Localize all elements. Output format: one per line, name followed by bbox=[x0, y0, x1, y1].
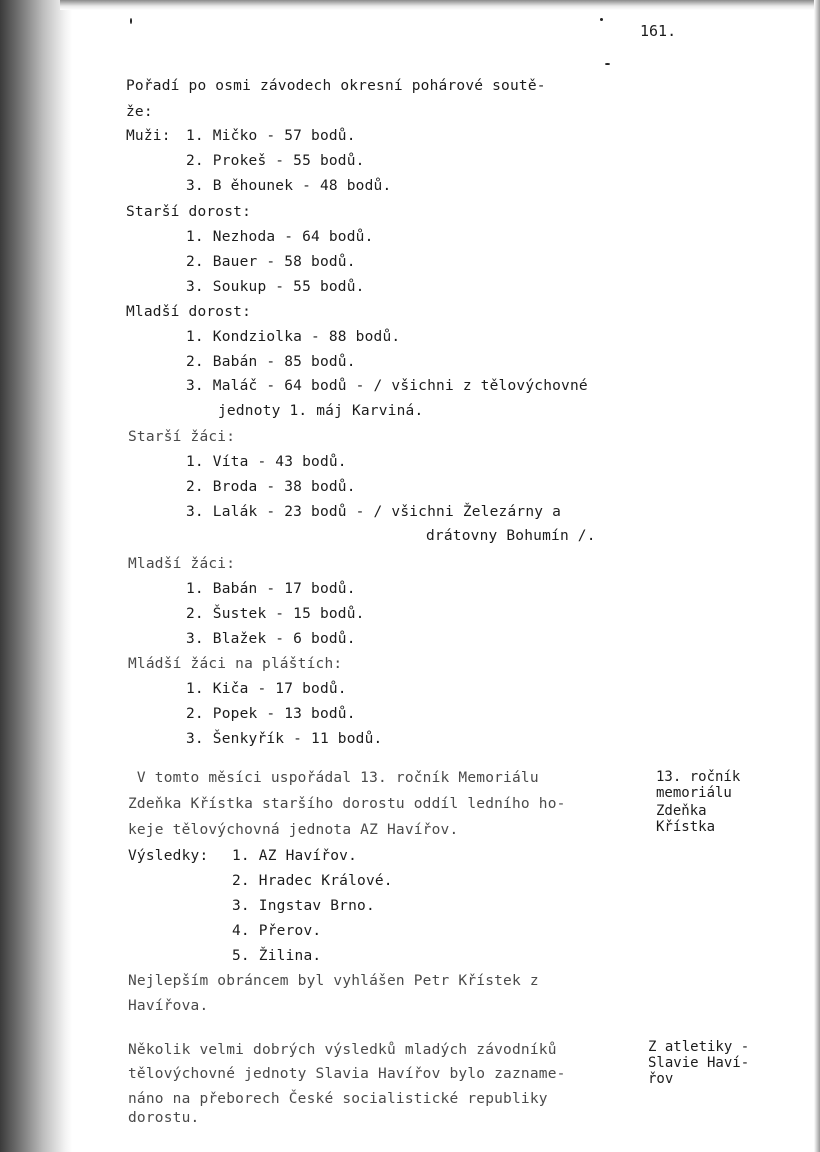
results-label: Výsledky: bbox=[128, 848, 209, 864]
athletics-margin-note-3: řov bbox=[648, 1071, 674, 1087]
younger-juniors-note: jednoty 1. máj Karviná. bbox=[218, 403, 424, 419]
results-item-4: 4. Přerov. bbox=[232, 923, 322, 939]
younger-pupils-skates-result-2: 2. Popek - 13 bodů. bbox=[186, 706, 356, 722]
scan-speck bbox=[605, 63, 610, 65]
page-shadow-edge bbox=[0, 0, 72, 1152]
younger-pupils-label: Mladší žáci: bbox=[128, 556, 236, 572]
younger-pupils-result-1: 1. Babán - 17 bodů. bbox=[186, 581, 356, 597]
older-pupils-note: drátovny Bohumín /. bbox=[426, 528, 596, 544]
younger-juniors-label: Mladší dorost: bbox=[126, 304, 252, 320]
younger-pupils-result-2: 2. Šustek - 15 bodů. bbox=[186, 606, 365, 622]
younger-pupils-skates-result-3: 3. Šenkyřík - 11 bodů. bbox=[186, 731, 383, 747]
younger-pupils-result-3: 3. Blažek - 6 bodů. bbox=[186, 631, 356, 647]
older-juniors-result-3: 3. Soukup - 55 bodů. bbox=[186, 279, 365, 295]
standings-heading: Pořadí po osmi závodech okresní pohárové soutě- bbox=[126, 78, 546, 94]
younger-juniors-result-3: 3. Maláč - 64 bodů - / všichni z tělovýchovné bbox=[186, 378, 588, 394]
memorial-margin-note-4: Křístka bbox=[656, 819, 716, 835]
results-item-3: 3. Ingstav Brno. bbox=[232, 898, 375, 914]
scan-speck bbox=[600, 18, 603, 21]
scan-speck bbox=[130, 18, 132, 24]
athletics-paragraph-line-3: náno na přeborech České socialistické republiky bbox=[128, 1091, 548, 1107]
men-label: Muži: bbox=[126, 128, 171, 144]
memorial-paragraph-line-3: keje tělovýchovná jednota AZ Havířov. bbox=[128, 822, 459, 838]
best-defender-line-2: Havířova. bbox=[128, 998, 209, 1014]
older-pupils-result-1: 1. Víta - 43 bodů. bbox=[186, 454, 347, 470]
results-item-2: 2. Hradec Králové. bbox=[232, 873, 393, 889]
standings-heading-cont: že: bbox=[126, 104, 153, 120]
results-item-1: 1. AZ Havířov. bbox=[232, 848, 358, 864]
older-pupils-label: Starší žáci: bbox=[128, 429, 236, 445]
older-juniors-result-1: 1. Nezhoda - 64 bodů. bbox=[186, 229, 374, 245]
memorial-margin-note-2: memoriálu bbox=[656, 785, 732, 801]
younger-pupils-skates-label: Mládší žáci na pláštích: bbox=[128, 656, 343, 672]
page-number: 161. bbox=[640, 22, 677, 40]
page-top-edge bbox=[60, 0, 820, 10]
men-result-2: 2. Prokeš - 55 bodů. bbox=[186, 153, 365, 169]
athletics-margin-note-1: Z atletiky - bbox=[648, 1039, 750, 1055]
older-pupils-result-2: 2. Broda - 38 bodů. bbox=[186, 479, 356, 495]
younger-pupils-skates-result-1: 1. Kiča - 17 bodů. bbox=[186, 681, 347, 697]
best-defender-line-1: Nejlepším obráncem byl vyhlášen Petr Křístek z bbox=[128, 973, 539, 989]
older-juniors-result-2: 2. Bauer - 58 bodů. bbox=[186, 254, 356, 270]
men-result-3: 3. B ěhounek - 48 bodů. bbox=[186, 178, 392, 194]
memorial-margin-note-3: Zdeňka bbox=[656, 803, 707, 819]
results-item-5: 5. Žilina. bbox=[232, 948, 322, 964]
younger-juniors-result-2: 2. Babán - 85 bodů. bbox=[186, 354, 356, 370]
athletics-paragraph-line-1: Několik velmi dobrých výsledků mladých závodníků bbox=[128, 1042, 557, 1058]
younger-juniors-result-1: 1. Kondziolka - 88 bodů. bbox=[186, 329, 401, 345]
athletics-paragraph-line-4: dorostu. bbox=[128, 1110, 200, 1126]
older-juniors-label: Starší dorost: bbox=[126, 204, 252, 220]
athletics-paragraph-line-2: tělovýchovné jednoty Slavia Havířov bylo zazname- bbox=[128, 1066, 566, 1082]
athletics-margin-note-2: Slavie Haví- bbox=[648, 1055, 750, 1071]
men-result-1: 1. Mičko - 57 bodů. bbox=[186, 128, 356, 144]
memorial-margin-note-1: 13. ročník bbox=[656, 769, 741, 785]
older-pupils-result-3: 3. Lalák - 23 bodů - / všichni Železárny a bbox=[186, 504, 562, 520]
memorial-paragraph-line-1: V tomto měsíci uspořádal 13. ročník Memoriálu bbox=[128, 770, 539, 786]
page-right-edge bbox=[814, 0, 820, 1152]
memorial-paragraph-line-2: Zdeňka Křístka staršího dorostu oddíl ledního ho- bbox=[128, 796, 566, 812]
